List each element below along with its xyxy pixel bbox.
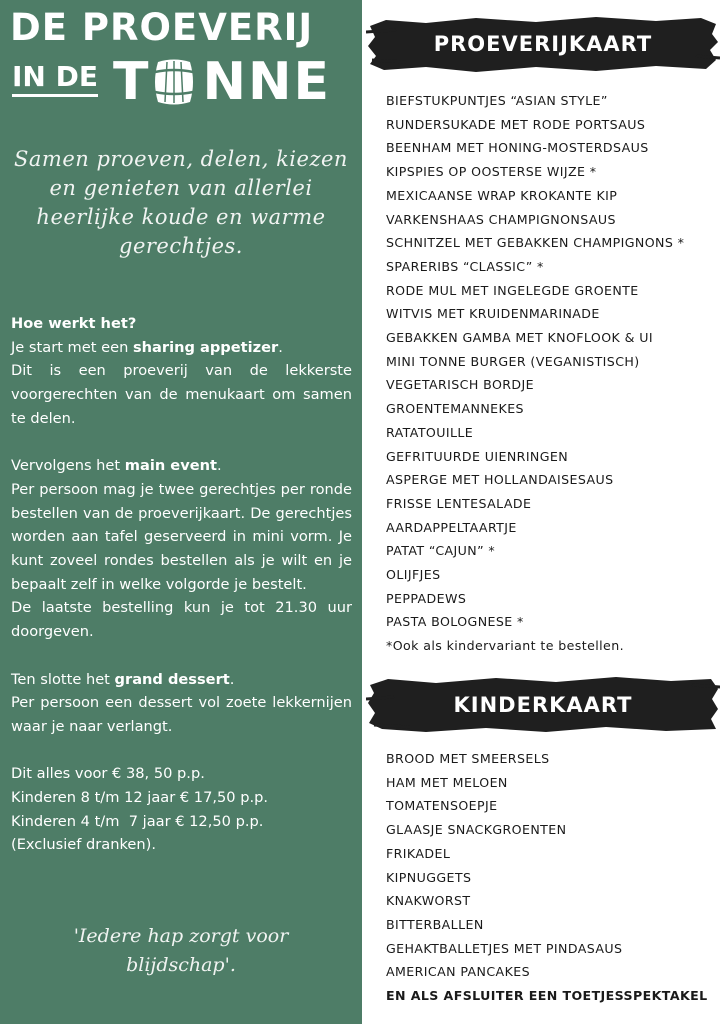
price-line: (Exclusief dranken). (11, 836, 156, 854)
step-appetizer-body: Dit is een proeverij van de lekkerste voorgerechten van de menukaart om samen te delen. (11, 362, 352, 427)
menu-item: RUNDERSUKADE MET RODE PORTSAUS (386, 116, 646, 132)
price-line: Dit alles voor € 38, 50 p.p. (11, 765, 205, 783)
step-highlight: sharing appetizer (132, 338, 279, 356)
menu-item: TOMATENSOEPJE (386, 798, 498, 814)
step-text: Je start met een (11, 338, 133, 356)
menu-item: MINI TONNE BURGER (VEGANISTISCH) (386, 353, 640, 369)
menu-item: FRIKADEL (386, 845, 451, 861)
step-dessert (11, 668, 352, 692)
barrel-icon (152, 58, 196, 106)
kinderkaart-title: KINDERKAART (453, 693, 633, 717)
step-text: . (278, 338, 283, 356)
how-it-works (11, 312, 352, 857)
menu-item: KIPNUGGETS (386, 869, 472, 885)
how-it-works-heading: Hoe werkt het? (11, 315, 137, 332)
quote-line: 'Iedere hap zorgt voor (73, 925, 289, 947)
dessert-closing-line: EN ALS AFSLUITER EEN TOETJESSPEKTAKEL (386, 988, 708, 1004)
menu-item: ASPERGE MET HOLLANDAISESAUS (386, 472, 614, 488)
menu-item: PASTA BOLOGNESE * (386, 614, 524, 630)
menu-item: PEPPADEWS (386, 590, 467, 606)
step-main-last-order: De laatste bestelling kun je tot 21.30 uur doorgeven. (11, 599, 352, 641)
kids-variant-note: *Ook als kindervariant te bestellen. (386, 638, 624, 654)
menu-item: SPARERIBS “CLASSIC” * (386, 258, 544, 274)
menu-item: SCHNITZEL MET GEBAKKEN CHAMPIGNONS * (386, 235, 685, 251)
tagline-line: Samen proeven, delen, kiezen (14, 147, 348, 171)
quote-line: blijdschap'. (126, 954, 236, 976)
logo-tonne-end: NNE (202, 52, 332, 112)
tagline (0, 145, 362, 261)
menu-item: KNAKWORST (386, 893, 471, 909)
step-appetizer (11, 336, 352, 360)
proeverijkaart-title: PROEVERIJKAART (433, 32, 653, 56)
logo-line2 (10, 52, 355, 112)
step-dessert-body: Per persoon een dessert vol zoete lekkernijen waar je naar verlangt. (11, 694, 352, 735)
step-highlight: main event (124, 457, 217, 475)
menu-item: GEBAKKEN GAMBA MET KNOFLOOK & UI (386, 330, 653, 346)
menu-item: FRISSE LENTESALADE (386, 495, 532, 511)
menu-item: OLIJFJES (386, 567, 441, 583)
tagline-line: en genieten van allerlei (49, 176, 313, 200)
price-line: Kinderen 8 t/m 12 jaar € 17,50 p.p. (11, 789, 269, 807)
logo-tonne (113, 54, 331, 110)
kinderkaart-header (366, 673, 720, 737)
logo-line1: DE PROEVERIJ (10, 6, 314, 49)
menu-item: BIEFSTUKPUNTJES “ASIAN STYLE” (386, 93, 608, 108)
menu-item: RATATOUILLE (386, 424, 474, 440)
step-text: . (216, 457, 222, 475)
menu-item: BEENHAM MET HONING-MOSTERDSAUS (386, 140, 649, 156)
step-text: Ten slotte het (11, 670, 115, 688)
menu-item: VARKENSHAAS CHAMPIGNONSAUS (386, 211, 616, 227)
logo-in-de: IN DE (12, 62, 98, 97)
tagline-line: gerechtjes. (119, 234, 243, 258)
proeverijkaart-header (366, 12, 720, 76)
menu-item: GEHAKTBALLETJES MET PINDASAUS (386, 940, 623, 956)
menu-item: AMERICAN PANCAKES (386, 964, 530, 980)
menu-item: BROOD MET SMEERSELS (386, 751, 550, 766)
menu-item: HAM MET MELOEN (386, 774, 508, 790)
quote (0, 922, 362, 980)
menu-item: GROENTEMANNEKES (386, 401, 524, 417)
logo-tonne-start: T (113, 52, 151, 112)
kinderkaart-list (386, 747, 716, 1008)
proeverijkaart-list (386, 89, 716, 658)
menu-item: GLAASJE SNACKGROENTEN (386, 822, 567, 838)
menu-item: PATAT “CAJUN” * (386, 543, 496, 559)
menu-item: AARDAPPELTAARTJE (386, 519, 517, 535)
menu-item: MEXICAANSE WRAP KROKANTE KIP (386, 187, 618, 203)
menu-item: GEFRITUURDE UIENRINGEN (386, 448, 569, 464)
menu-item: WITVIS MET KRUIDENMARINADE (386, 306, 600, 322)
menu-item: KIPSPIES OP OOSTERSE WIJZE * (386, 164, 597, 180)
step-highlight: grand dessert (114, 670, 230, 688)
step-text: . (229, 670, 235, 688)
menu-item: RODE MUL MET INGELEGDE GROENTE (386, 282, 639, 298)
step-main (11, 454, 352, 478)
step-main-body: Per persoon mag je twee gerechtjes per ronde bestellen van de proeverijkaart. De gerechtjes worden aan tafel geserveerd in mini vorm. Je kunt zoveel rondes bestellen als je wilt en je bepaalt zelf in welke volgorde je bestelt. (11, 480, 352, 593)
step-text: Vervolgens het (11, 457, 125, 475)
logo (10, 6, 355, 112)
menu-item: VEGETARISCH BORDJE (386, 377, 534, 393)
menu-item: BITTERBALLEN (386, 916, 484, 932)
price-line: Kinderen 4 t/m 7 jaar € 12,50 p.p. (11, 812, 264, 830)
tagline-line: heerlijke koude en warme (36, 205, 326, 229)
